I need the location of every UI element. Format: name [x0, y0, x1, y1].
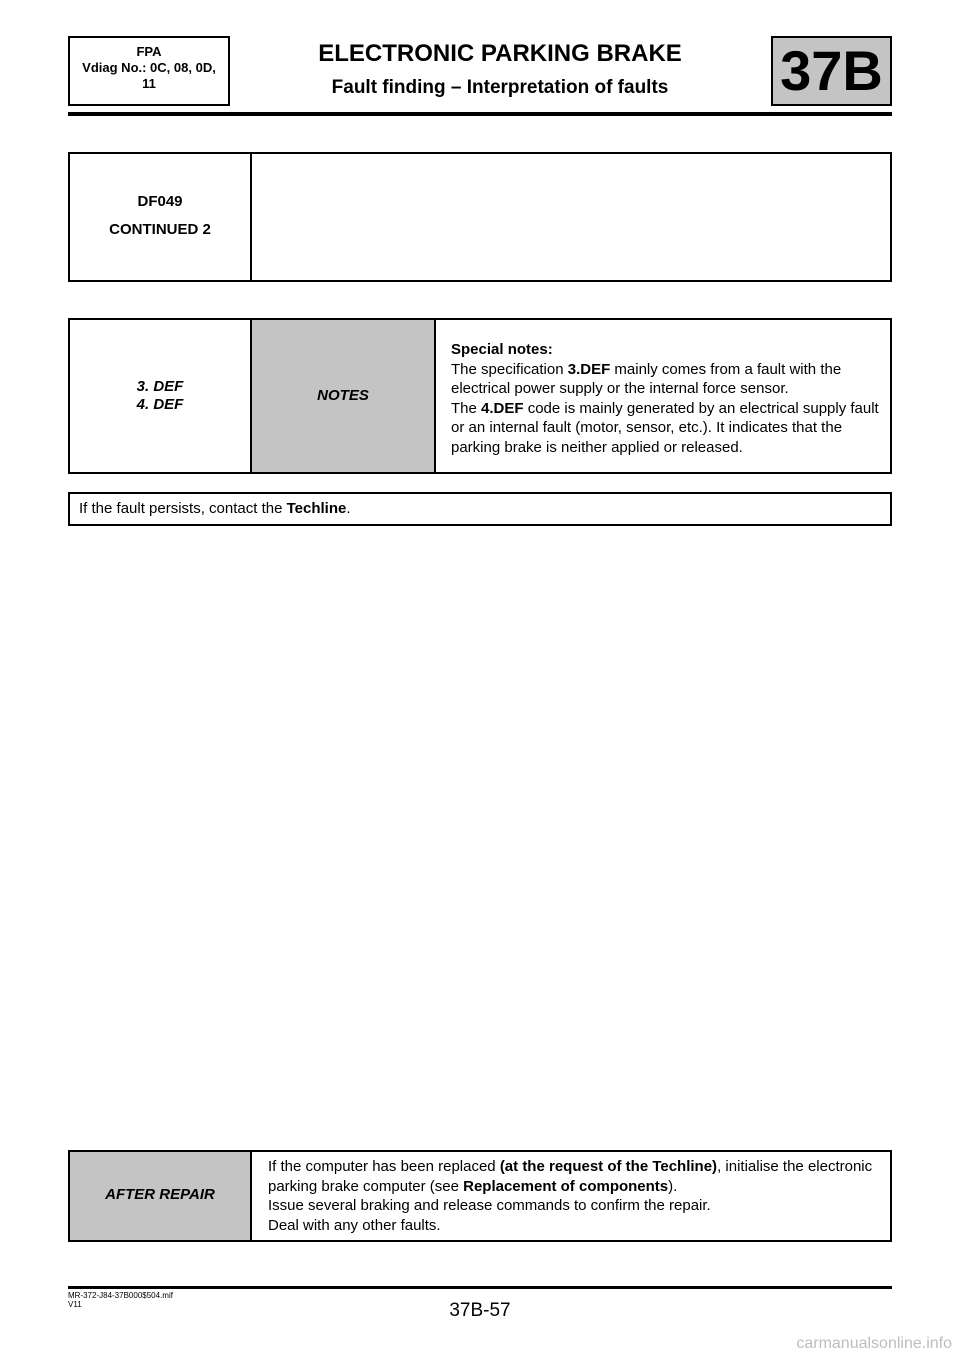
condition-3-def: 3. DEF: [136, 378, 184, 395]
footer-divider: [68, 1286, 892, 1289]
page-number: 37B-57: [449, 1300, 511, 1321]
vdiag-numbers-cont: 11: [142, 76, 156, 91]
vehicle-info-box: [68, 36, 230, 106]
page-title: ELECTRONIC PARKING BRAKE: [318, 40, 682, 67]
vehicle-code: FPA: [136, 44, 162, 59]
after-repair-line2: Issue several braking and release commands to confirm the repair.: [268, 1197, 711, 1214]
fault-code-box: [68, 152, 892, 282]
header-divider: [68, 112, 892, 116]
special-notes-p1: The specification 3.DEF mainly comes from a fault with the electrical power supply or the internal force sensor.: [451, 360, 842, 397]
special-notes-p2: The 4.DEF code is mainly generated by an electrical supply fault or an internal fault (motor, sensor, etc.). It indicates that the parking brake is neither applied or released.: [451, 399, 879, 456]
notes-label: NOTES: [317, 387, 369, 404]
after-repair-label: AFTER REPAIR: [105, 1186, 215, 1203]
fault-code-divider: [250, 152, 252, 282]
watermark: carmanualsonline.info: [796, 1335, 952, 1352]
after-repair-text: [268, 1157, 884, 1235]
page-subtitle: Fault finding – Interpretation of faults: [331, 77, 669, 98]
special-notes-heading: Special notes:: [451, 341, 553, 358]
after-repair-divider: [250, 1150, 252, 1242]
footer-version: V11: [68, 1300, 82, 1309]
techline-reference: Techline: [286, 500, 347, 517]
fault-conditions: [70, 378, 250, 414]
special-notes: [451, 340, 883, 457]
condition-4-def: 4. DEF: [136, 396, 184, 413]
notes-divider-right: [434, 318, 436, 474]
fault-code: DF049: [137, 193, 183, 210]
after-repair-line1: If the computer has been replaced (at the request of the Techline), initialise the electronic parking brake computer (see Replacement of components).: [268, 1158, 873, 1195]
footer-filename: MR-372-J84-37B000$504.mif: [68, 1291, 173, 1300]
section-code-badge: 37B: [771, 36, 892, 106]
fault-persists-text: If the fault persists, contact the Techline.: [79, 500, 351, 517]
vdiag-numbers: Vdiag No.: 0C, 08, 0D,: [82, 60, 216, 75]
fault-continued-label: CONTINUED 2: [109, 221, 211, 238]
after-repair-line3: Deal with any other faults.: [268, 1216, 441, 1234]
